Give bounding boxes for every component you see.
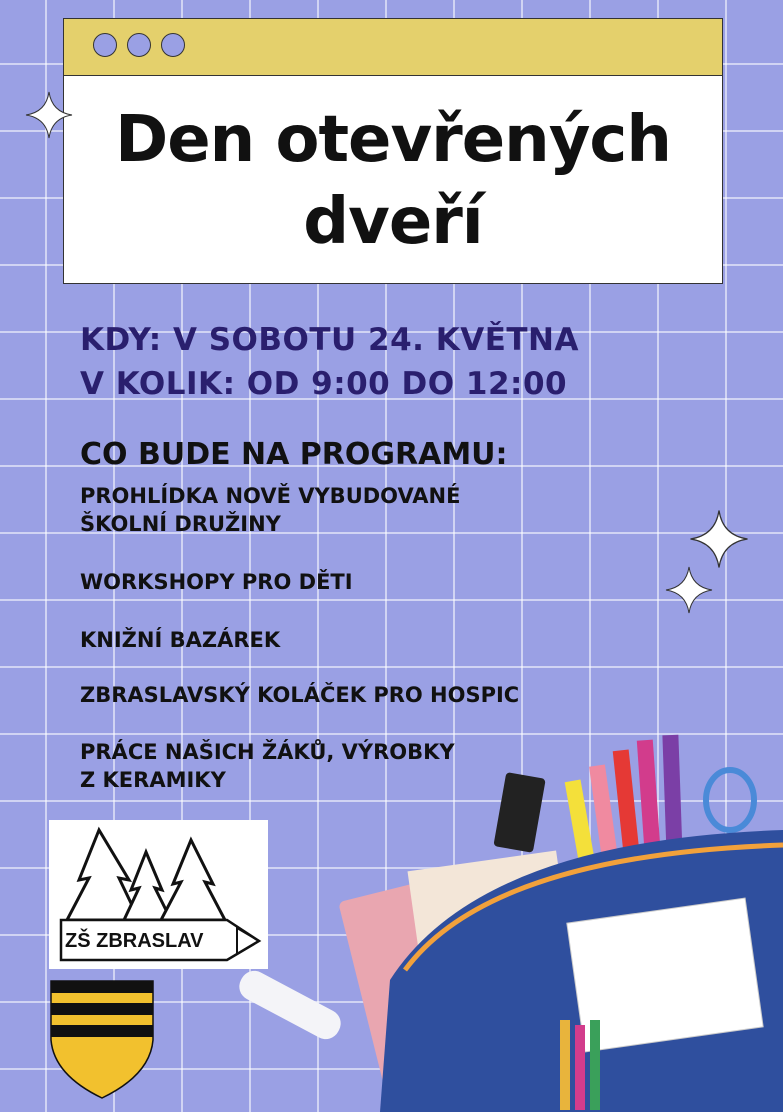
program-item [80,482,460,538]
window-dot-icon [161,33,185,57]
title-window [63,18,723,284]
sparkle-icon [24,90,74,140]
program-heading: CO BUDE NA PROGRAMU: [80,437,508,472]
coat-of-arms-icon [50,980,154,1100]
title-line-1: Den otevřených [115,103,671,177]
program-item-line: PROHLÍDKA NOVĚ VYBUDOVANÉ [80,484,461,508]
school-supplies-illustration [230,720,783,1112]
event-date: KDY: V SOBOTU 24. KVĚTNA [80,322,579,358]
sparkle-icon [688,508,750,570]
program-item-line: ŠKOLNÍ DRUŽINY [80,512,281,536]
program-item-line: PRÁCE NAŠICH ŽÁKŮ, VÝROBKY [80,740,455,764]
sparkle-icon [664,565,714,615]
program-item: ZBRASLAVSKÝ KOLÁČEK PRO HOSPIC [80,683,520,707]
title-line-2: dveří [303,185,483,259]
logo-text: ZŠ ZBRASLAV [65,930,204,952]
window-dot-icon [93,33,117,57]
event-time: V KOLIK: OD 9:00 DO 12:00 [80,366,568,402]
page-title [64,99,722,263]
window-title-bar [64,19,722,76]
program-item: WORKSHOPY PRO DĚTI [80,570,353,594]
window-dot-icon [127,33,151,57]
program-item-line: Z KERAMIKY [80,768,226,792]
program-item: KNIŽNÍ BAZÁREK [80,628,281,652]
